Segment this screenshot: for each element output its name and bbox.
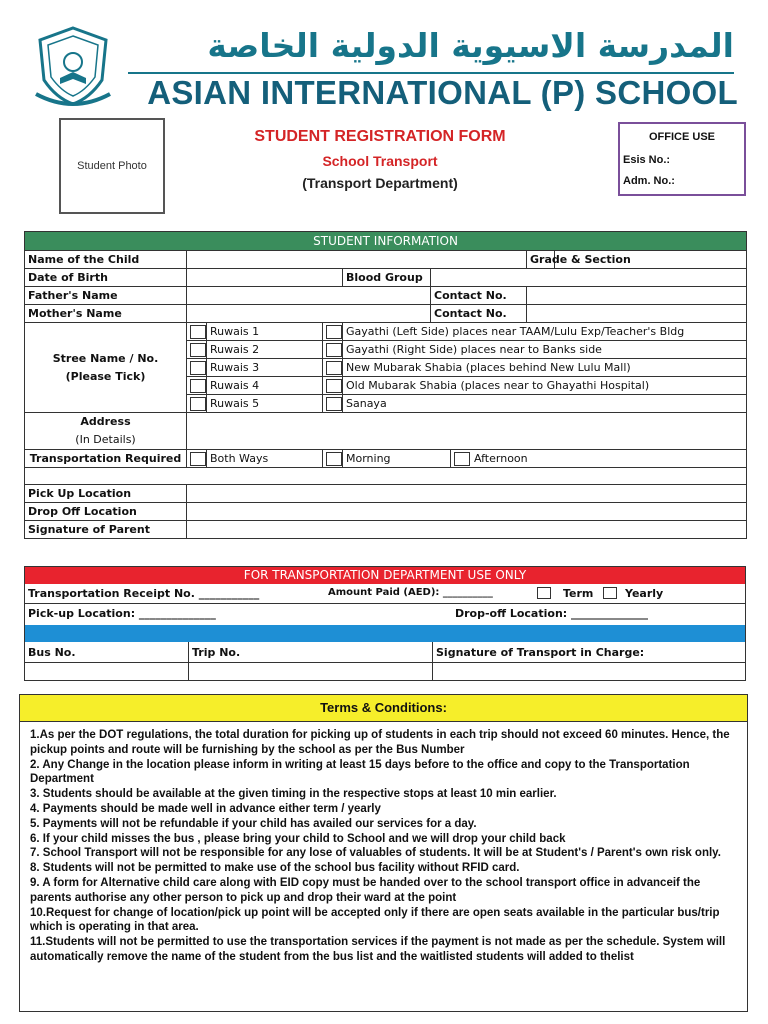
- street-option-right: Gayathi (Right Side) places near to Banks side: [343, 341, 747, 359]
- transport-dept-band: FOR TRANSPORTATION DEPARTMENT USE ONLY: [25, 567, 745, 584]
- address-input[interactable]: [187, 413, 747, 450]
- adm-no-field[interactable]: Adm. No.:: [623, 175, 675, 187]
- receipt-field[interactable]: Transportation Receipt No. ___________: [28, 587, 260, 600]
- checkbox-gayathi-left[interactable]: [323, 323, 343, 341]
- checkbox-ruwais-3[interactable]: [187, 359, 207, 377]
- terms-item: 5. Payments will not be refundable if your child has availed our services for a day.: [30, 817, 477, 830]
- dropoff-location-input[interactable]: [187, 503, 747, 521]
- terms-item: 3. Students should be available at the given timing in the respective stops at least 10 min earlier.: [30, 788, 557, 801]
- spacer-row: [25, 468, 747, 485]
- checkbox-sanaya[interactable]: [323, 395, 343, 413]
- terms-item: 6. If your child misses the bus , please bring your child to School and we will drop your child back: [30, 832, 566, 845]
- checkbox-icon: [326, 397, 342, 411]
- checkbox-ruwais-4[interactable]: [187, 377, 207, 395]
- form-subtitle: School Transport: [322, 153, 438, 169]
- terms-item: 9. A form for Alternative child care along with EID copy must be handed over to the school transport office in advanceif the parents authorise any other person to pick up and drop their ward at the point: [30, 876, 701, 904]
- checkbox-morning[interactable]: [323, 450, 343, 468]
- child-name-input[interactable]: [187, 251, 527, 269]
- option-afternoon: Afternoon: [474, 452, 528, 465]
- transport-sign-label: Signature of Transport in Charge:: [436, 646, 645, 659]
- term-checkbox[interactable]: [537, 587, 551, 599]
- esis-no-field[interactable]: Esis No.:: [623, 154, 671, 166]
- checkbox-ruwais-2[interactable]: [187, 341, 207, 359]
- terms-item: 2. Any Change in the location please inform in writing at least 15 days before to the office and copy to the Transportation Department: [30, 758, 690, 786]
- checkbox-icon: [190, 325, 206, 339]
- address-label: [25, 413, 187, 450]
- checkbox-icon: [326, 379, 342, 393]
- terms-item: 7. School Transport will not be responsible for any lose of valuables of students. It will be at Student's / Parent's own risk only.: [30, 847, 721, 860]
- parent-signature-input[interactable]: [187, 521, 747, 539]
- form-title: STUDENT REGISTRATION FORM: [254, 128, 506, 145]
- checkbox-icon: [190, 452, 206, 466]
- trip-col-divider: [432, 642, 433, 680]
- mother-name-label: Mother's Name: [25, 305, 187, 323]
- receipt-row: [25, 584, 745, 604]
- dob-label: Date of Birth: [25, 269, 187, 287]
- blue-divider-band: [25, 625, 745, 642]
- term-label: Term: [563, 587, 594, 600]
- terms-list: [30, 728, 737, 965]
- school-logo: [30, 22, 116, 110]
- office-use-box: [618, 122, 746, 196]
- blood-group-label: Blood Group: [343, 269, 431, 287]
- checkbox-icon: [326, 361, 342, 375]
- location-row: [25, 604, 745, 623]
- mother-name-input[interactable]: [187, 305, 431, 323]
- dropoff-location-label: Drop Off Location: [25, 503, 187, 521]
- checkbox-new-mubarak[interactable]: [323, 359, 343, 377]
- checkbox-icon: [190, 397, 206, 411]
- mother-contact-label: Contact No.: [431, 305, 527, 323]
- bus-col-divider: [188, 642, 189, 680]
- street-option-right: Sanaya: [343, 395, 747, 413]
- terms-item: 8. Students will not be permitted to make use of the school bus facility without RFID card.: [30, 862, 520, 875]
- transport-required-label: Transportation Required: [25, 450, 187, 468]
- terms-item: 11.Students will not be permitted to use the transportation services if the payment is not made as per the schedule. System will automatically remove the name of the student from the bus list and the waitlisted students will added to thelist: [30, 936, 726, 963]
- checkbox-icon: [326, 343, 342, 357]
- checkbox-icon: [190, 379, 206, 393]
- school-name-english: ASIAN INTERNATIONAL (P) SCHOOL: [147, 74, 738, 111]
- dept-pickup-field[interactable]: Pick-up Location: ______________: [28, 607, 216, 620]
- checkbox-both-ways[interactable]: [187, 450, 207, 468]
- checkbox-ruwais-1[interactable]: [187, 323, 207, 341]
- bus-row: [25, 642, 745, 680]
- grade-label: Grade & Section: [527, 251, 555, 269]
- dob-input[interactable]: [187, 269, 343, 287]
- student-photo-label: Student Photo: [77, 160, 147, 172]
- street-label: Stree Name / No. (Please Tick): [25, 323, 187, 413]
- parent-signature-label: Signature of Parent: [25, 521, 187, 539]
- street-option-right: Old Mubarak Shabia (places near to Ghayathi Hospital): [343, 377, 747, 395]
- dept-dropoff-field[interactable]: Drop-off Location: ______________: [455, 607, 649, 620]
- terms-item: 10.Request for change of location/pick up point will be accepted only if there are open seats available in the particular bus/trip which is operating in that area.: [30, 906, 720, 934]
- student-photo-box[interactable]: [59, 118, 165, 214]
- street-option-right: New Mubarak Shabia (places behind New Lulu Mall): [343, 359, 747, 377]
- office-use-title: OFFICE USE: [648, 131, 715, 143]
- terms-item: 4. Payments should be made well in advance either term / yearly: [30, 802, 381, 815]
- trip-no-label: Trip No.: [192, 646, 241, 659]
- street-option-left: Ruwais 5: [207, 395, 323, 413]
- checkbox-icon: [326, 325, 342, 339]
- father-contact-input[interactable]: [527, 287, 747, 305]
- father-name-input[interactable]: [187, 287, 431, 305]
- address-detail-text: (In Details): [75, 433, 136, 446]
- checkbox-gayathi-right[interactable]: [323, 341, 343, 359]
- option-morning: Morning: [343, 450, 451, 468]
- student-info-band: STUDENT INFORMATION: [25, 232, 747, 251]
- checkbox-afternoon[interactable]: [454, 452, 470, 466]
- bus-no-label: Bus No.: [28, 646, 76, 659]
- mother-contact-input[interactable]: [527, 305, 747, 323]
- transport-dept-section: [24, 566, 746, 681]
- street-option-left: Ruwais 4: [207, 377, 323, 395]
- checkbox-icon: [326, 452, 342, 466]
- checkbox-old-mubarak[interactable]: [323, 377, 343, 395]
- yearly-checkbox[interactable]: [603, 587, 617, 599]
- street-option-left: Ruwais 1: [207, 323, 323, 341]
- afternoon-cell[interactable]: [451, 450, 747, 468]
- checkbox-icon: [190, 343, 206, 357]
- student-info-table: [24, 231, 747, 539]
- yearly-label: Yearly: [625, 587, 664, 600]
- terms-item: 1.As per the DOT regulations, the total duration for picking up of students in each trip should not exceed 60 minutes. Hence, the pickup points and route will be furnishing by the school as per the Bus Number: [30, 729, 730, 756]
- blood-group-input[interactable]: [431, 269, 747, 287]
- form-department: (Transport Department): [302, 175, 458, 191]
- checkbox-icon: [190, 361, 206, 375]
- address-label-text: Address: [80, 415, 131, 428]
- child-name-label: Name of the Child: [25, 251, 187, 269]
- father-contact-label: Contact No.: [431, 287, 527, 305]
- street-option-right: Gayathi (Left Side) places near TAAM/Lulu Exp/Teacher's Bldg: [343, 323, 747, 341]
- street-option-left: Ruwais 3: [207, 359, 323, 377]
- terms-box: [19, 694, 748, 1012]
- street-option-left: Ruwais 2: [207, 341, 323, 359]
- pickup-location-label: Pick Up Location: [25, 485, 187, 503]
- father-name-label: Father's Name: [25, 287, 187, 305]
- pickup-location-input[interactable]: [187, 485, 747, 503]
- school-name-arabic: المدرسة الاسيوية الدولية الخاصة: [207, 26, 734, 65]
- checkbox-ruwais-5[interactable]: [187, 395, 207, 413]
- terms-title: Terms & Conditions:: [20, 695, 747, 722]
- amount-paid-field[interactable]: Amount Paid (AED): __________: [328, 587, 493, 598]
- option-both-ways: Both Ways: [207, 450, 323, 468]
